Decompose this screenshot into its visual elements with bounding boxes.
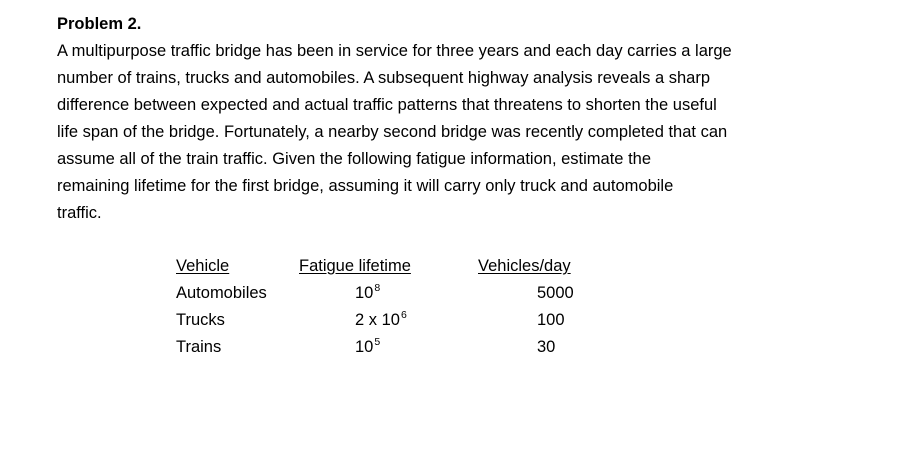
cell-vehicle: Trains [176, 338, 222, 356]
header-vehicles-per-day: Vehicles/day [478, 257, 571, 275]
cell-vehicles-per-day: 100 [537, 311, 565, 329]
header-vehicle: Vehicle [176, 257, 230, 275]
fatigue-exponent: 6 [400, 308, 407, 321]
cell-vehicle: Trucks [176, 311, 225, 329]
cell-fatigue-lifetime [355, 334, 380, 361]
cell-fatigue-lifetime [355, 307, 407, 334]
fatigue-exponent: 5 [374, 335, 381, 348]
statement-line: difference between expected and actual traffic patterns that threatens to shorten the useful [57, 96, 717, 114]
statement-line: A multipurpose traffic bridge has been in service for three years and each day carries a large [57, 42, 732, 60]
fatigue-table [176, 253, 606, 373]
fatigue-base: 2 x 10 [355, 311, 400, 329]
problem-statement [57, 38, 827, 227]
fatigue-base: 10 [355, 284, 374, 302]
statement-line: number of trains, trucks and automobiles. A subsequent highway analysis reveals a sharp [57, 69, 711, 87]
problem-title: Problem 2. [57, 15, 142, 33]
cell-fatigue-lifetime [355, 280, 380, 307]
cell-vehicles-per-day: 5000 [537, 284, 574, 302]
cell-vehicles-per-day: 30 [537, 338, 556, 356]
statement-line: assume all of the train traffic. Given the following fatigue information, estimate the [57, 150, 651, 168]
statement-line: traffic. [57, 204, 102, 222]
fatigue-exponent: 8 [374, 281, 381, 294]
statement-line: life span of the bridge. Fortunately, a nearby second bridge was recently completed that can [57, 123, 728, 141]
fatigue-base: 10 [355, 338, 374, 356]
header-fatigue-lifetime: Fatigue lifetime [299, 257, 411, 275]
cell-vehicle: Automobiles [176, 284, 267, 302]
statement-line: remaining lifetime for the first bridge, assuming it will carry only truck and automobile [57, 177, 674, 195]
